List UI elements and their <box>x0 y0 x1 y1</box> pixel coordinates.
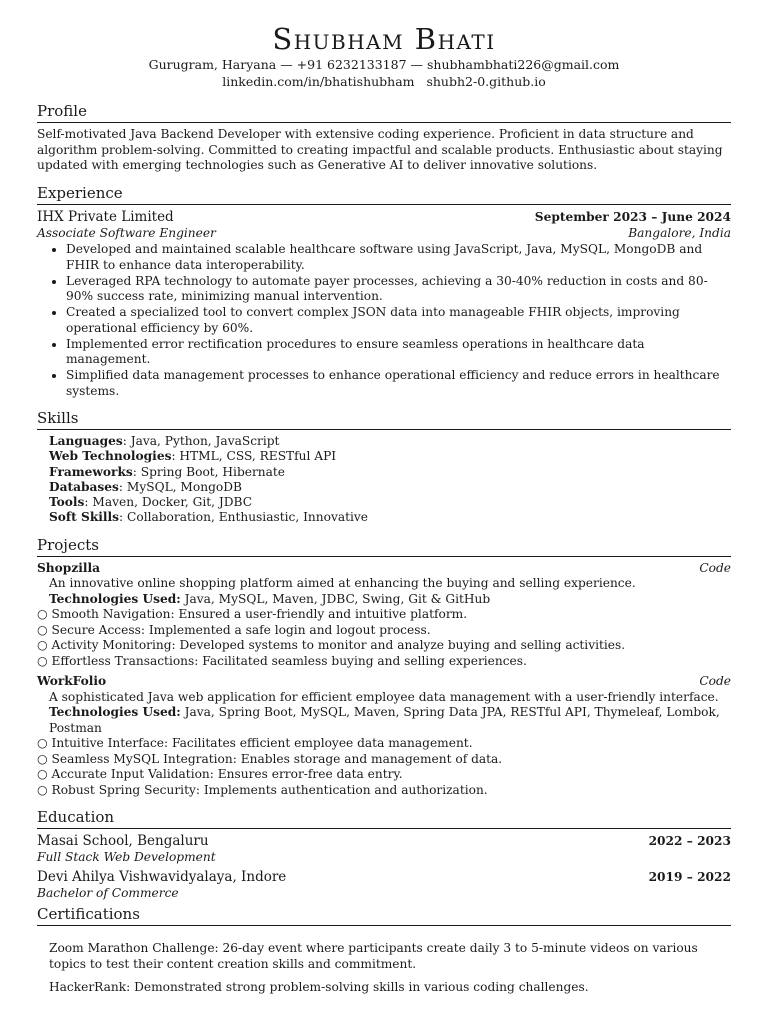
skill-row <box>49 480 731 495</box>
resume-header <box>37 0 731 90</box>
project-body <box>37 576 731 607</box>
project-shopzilla <box>37 561 731 670</box>
section-title: Experience <box>37 184 731 205</box>
skill-value: : Java, Python, JavaScript <box>122 434 280 448</box>
skill-row <box>49 495 731 510</box>
job-header <box>37 209 731 226</box>
skill-value: : MySQL, MongoDB <box>118 479 242 494</box>
section-title: Projects <box>37 536 731 557</box>
skill-label: Databases <box>49 479 119 494</box>
project-tech <box>49 592 731 608</box>
job-role: Associate Software Engineer <box>37 225 216 240</box>
skill-label: Tools <box>49 495 85 510</box>
skill-label: Languages <box>49 434 123 448</box>
section-title: Education <box>37 808 731 829</box>
list-item: ○ Secure Access: Implemented a safe login and logout process. <box>37 623 731 639</box>
tech-list: Java, MySQL, Maven, JDBC, Swing, Git & GitHub <box>180 591 491 606</box>
education-header <box>37 869 731 886</box>
projects-section <box>37 536 731 799</box>
skill-value: : Maven, Docker, Git, JDBC <box>84 495 253 510</box>
education-item <box>37 833 731 866</box>
section-title: Certifications <box>37 905 731 926</box>
project-description: An innovative online shopping platform aimed at enhancing the buying and selling experience. <box>49 576 636 591</box>
github-link[interactable]: shubh2-0.github.io <box>426 74 546 89</box>
candidate-name: Shubham Bhati <box>272 22 496 56</box>
skill-row <box>49 449 731 464</box>
education-header <box>37 833 731 850</box>
project-name: Shopzilla <box>37 560 101 575</box>
project-name: WorkFolio <box>37 674 107 689</box>
job-bullets <box>37 242 731 399</box>
profile-text: Self-motivated Java Backend Developer with extensive coding experience. Proficient in data structure and algorithm problem-solving. Committed to creating impactful and scalable products. Enthusiastic about staying updated with emerging technologies such as Generative AI to deliver innovative solutions. <box>37 127 723 172</box>
list-item: ○ Intuitive Interface: Facilitates efficient employee data management. <box>37 736 731 752</box>
job-subheader <box>37 226 731 242</box>
certifications-list <box>37 941 731 996</box>
skill-label: Soft Skills <box>49 510 120 525</box>
skills-section <box>37 409 731 526</box>
skill-label: Frameworks <box>49 464 133 479</box>
education-dates: 2022 – 2023 <box>648 834 731 849</box>
job-dates: September 2023 – June 2024 <box>534 209 731 224</box>
certification-item: HackerRank: Demonstrated strong problem-solving skills in various coding challenges. <box>49 980 589 995</box>
section-title: Skills <box>37 409 731 430</box>
skill-row <box>49 434 731 449</box>
contact-line: Gurugram, Haryana — +91 6232133187 — shubhambhati226@gmail.com <box>148 57 620 72</box>
certification-item: Zoom Marathon Challenge: 26-day event where participants create daily 3 to 5-minute videos on various topics to test their content creation skills and commitment. <box>49 941 698 971</box>
project-code-link[interactable]: Code <box>699 560 731 575</box>
company-name: IHX Private Limited <box>37 208 174 225</box>
list-item: • Implemented error rectification procedures to ensure seamless operations in healthcare data management. <box>66 337 731 368</box>
list-item: • Leveraged RPA technology to automate payer processes, achieving a 30-40% reduction in costs and 80-90% success rate, minimizing manual intervention. <box>66 274 731 305</box>
list-item: • Developed and maintained scalable healthcare software using JavaScript, Java, MySQL, MongoDB and FHIR to enhance data interoperability. <box>66 242 731 273</box>
project-code-link[interactable]: Code <box>699 674 731 689</box>
list-item: ○ Robust Spring Security: Implements authentication and authorization. <box>37 783 731 799</box>
education-section <box>37 808 731 901</box>
project-header <box>37 561 731 577</box>
project-workfolio <box>37 674 731 798</box>
job-location: Bangalore, India <box>628 225 731 240</box>
skill-row <box>49 510 731 525</box>
project-features <box>37 607 731 669</box>
skill-value: : Collaboration, Enthusiastic, Innovative <box>119 510 368 525</box>
tech-list: Java, Spring Boot, MySQL, Maven, Spring Data JPA, RESTful API, Thymeleaf, Lombok, Postman <box>49 705 720 735</box>
education-item <box>37 869 731 902</box>
project-header <box>37 674 731 690</box>
list-item: • Simplified data management processes to enhance operational efficiency and reduce errors in healthcare systems. <box>66 368 731 399</box>
certifications-section <box>37 905 731 996</box>
education-dates: 2019 – 2022 <box>648 869 731 884</box>
list-item: • Created a specialized tool to convert complex JSON data into manageable FHIR objects, improving operational efficiency by 60%. <box>66 305 731 336</box>
linkedin-link[interactable]: linkedin.com/in/bhatishubham <box>222 74 415 89</box>
project-body <box>37 690 731 737</box>
tech-label: Technologies Used: <box>49 705 181 720</box>
skill-label: Web Technologies <box>49 449 172 464</box>
tech-label: Technologies Used: <box>49 591 181 606</box>
skills-list <box>37 434 731 526</box>
section-title: Profile <box>37 102 731 123</box>
profile-section <box>37 102 731 174</box>
list-item: ○ Smooth Navigation: Ensured a user-friendly and intuitive platform. <box>37 607 731 623</box>
project-description: A sophisticated Java web application for efficient employee data management with a user-friendly interface. <box>49 689 719 704</box>
list-item: ○ Activity Monitoring: Developed systems to monitor and analyze buying and selling activities. <box>37 638 731 654</box>
project-features <box>37 736 731 798</box>
school-name: Masai School, Bengaluru <box>37 833 209 850</box>
list-item: ○ Accurate Input Validation: Ensures error-free data entry. <box>37 767 731 783</box>
links-line <box>37 73 731 90</box>
degree: Full Stack Web Development <box>37 850 216 865</box>
list-item: ○ Seamless MySQL Integration: Enables storage and management of data. <box>37 752 731 768</box>
degree: Bachelor of Commerce <box>37 885 179 900</box>
skill-value: : HTML, CSS, RESTful API <box>171 449 337 464</box>
skill-row <box>49 465 731 480</box>
school-name: Devi Ahilya Vishwavidyalaya, Indore <box>37 868 287 885</box>
skill-value: : Spring Boot, Hibernate <box>132 464 286 479</box>
project-tech <box>49 705 731 736</box>
experience-section <box>37 184 731 400</box>
list-item: ○ Effortless Transactions: Facilitated seamless buying and selling experiences. <box>37 654 731 670</box>
